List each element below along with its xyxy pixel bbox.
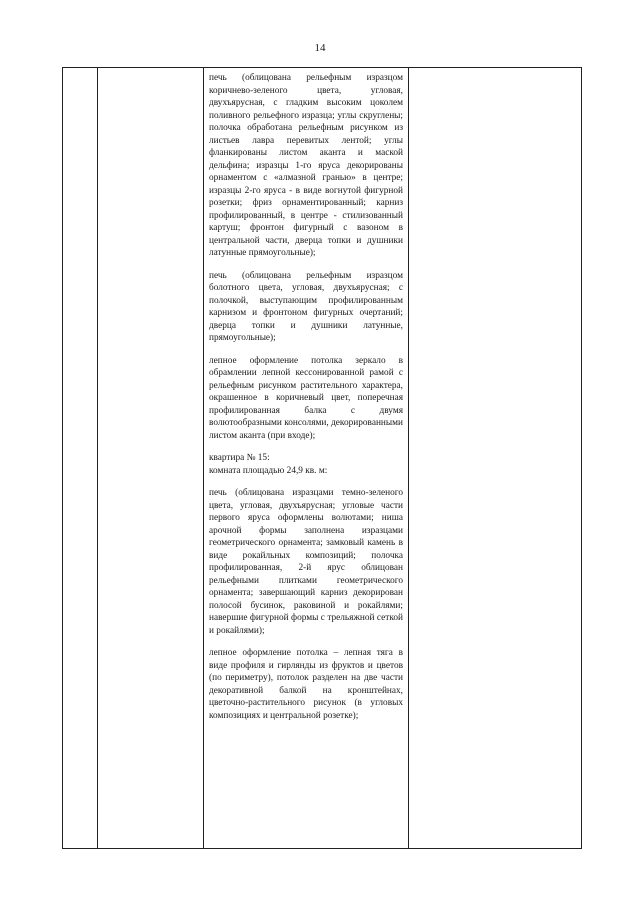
- table-cell-notes: [409, 68, 582, 849]
- table-row: [63, 68, 582, 849]
- paragraph-stove-3: печь (облицована изразцами темно-зеленого цвета, угловая, двухъярусная; угловые части первого яруса оформлены волютами; ниша арочной формы заполнена изразцами геометрического орнамента; замковый камень в виде рокайльных композиций; полочка профилированная, 2-й ярус облицован рельефными плитками геометрического орнамента; завершающий карниз декорирован полосой бусинок, раковиной и рокайлями; навершие фигурной формы с трельяжной сеткой и рокайлями);: [209, 488, 403, 636]
- paragraph-ceiling-1: лепное оформление потолка зеркало в обрамлении лепной кессонированной рамой с рельефным рисунком растительного характера, окрашенное в коричневый цвет, поперечная профилированная балка с двумя волютообразными консолями, декорированными листом аканта (при входе);: [209, 355, 403, 441]
- paragraph-stove-1: печь (облицована рельефным изразцом коричнево-зеленого цвета, угловая, двухъярусная, с гладким высоким цоколем поливного рельефного изразца; углы скруглены; полочка обработана рельефным рисунком из листьев лавра перевитых лентой; углы фланкированы листом аканта и маской дельфина; изразцы 1-го яруса декорированы орнаментом с «алмазной гранью» в центре; изразцы 2-го яруса - в виде вогнутой фигурной розетки; фриз орнаментированный; карниз профилированный, в центре - стилизованный картуш; фронтон фигурный с вазоном в центральной части, дверца топки и душники латунные прямоугольные);: [209, 73, 403, 258]
- table-cell-name: [98, 68, 204, 849]
- paragraph-room: комната площадью 24,9 кв. м:: [209, 465, 328, 476]
- paragraph-stove-2: печь (облицована рельефным изразцом болотного цвета, угловая, двухъярусная; с полочкой, выступающим профилированным карнизом и фронтоном фигурных очертаний; дверца топки и душники латунные, прямоугольные);: [209, 270, 403, 343]
- document-table: [62, 67, 582, 849]
- page-number: 14: [314, 42, 326, 54]
- paragraph-ceiling-2: лепное оформление потолка – лепная тяга в виде профиля и гирлянды из фруктов и цветов (по периметру), потолок разделен на две части декоративной балкой на кронштейнах, цветочно-растительного рисунок (в угловых композициях и центральной розетке);: [209, 648, 403, 721]
- paragraph-apartment: квартира № 15:: [209, 453, 270, 463]
- table-cell-description: [204, 68, 409, 849]
- table-cell-number: [63, 68, 98, 849]
